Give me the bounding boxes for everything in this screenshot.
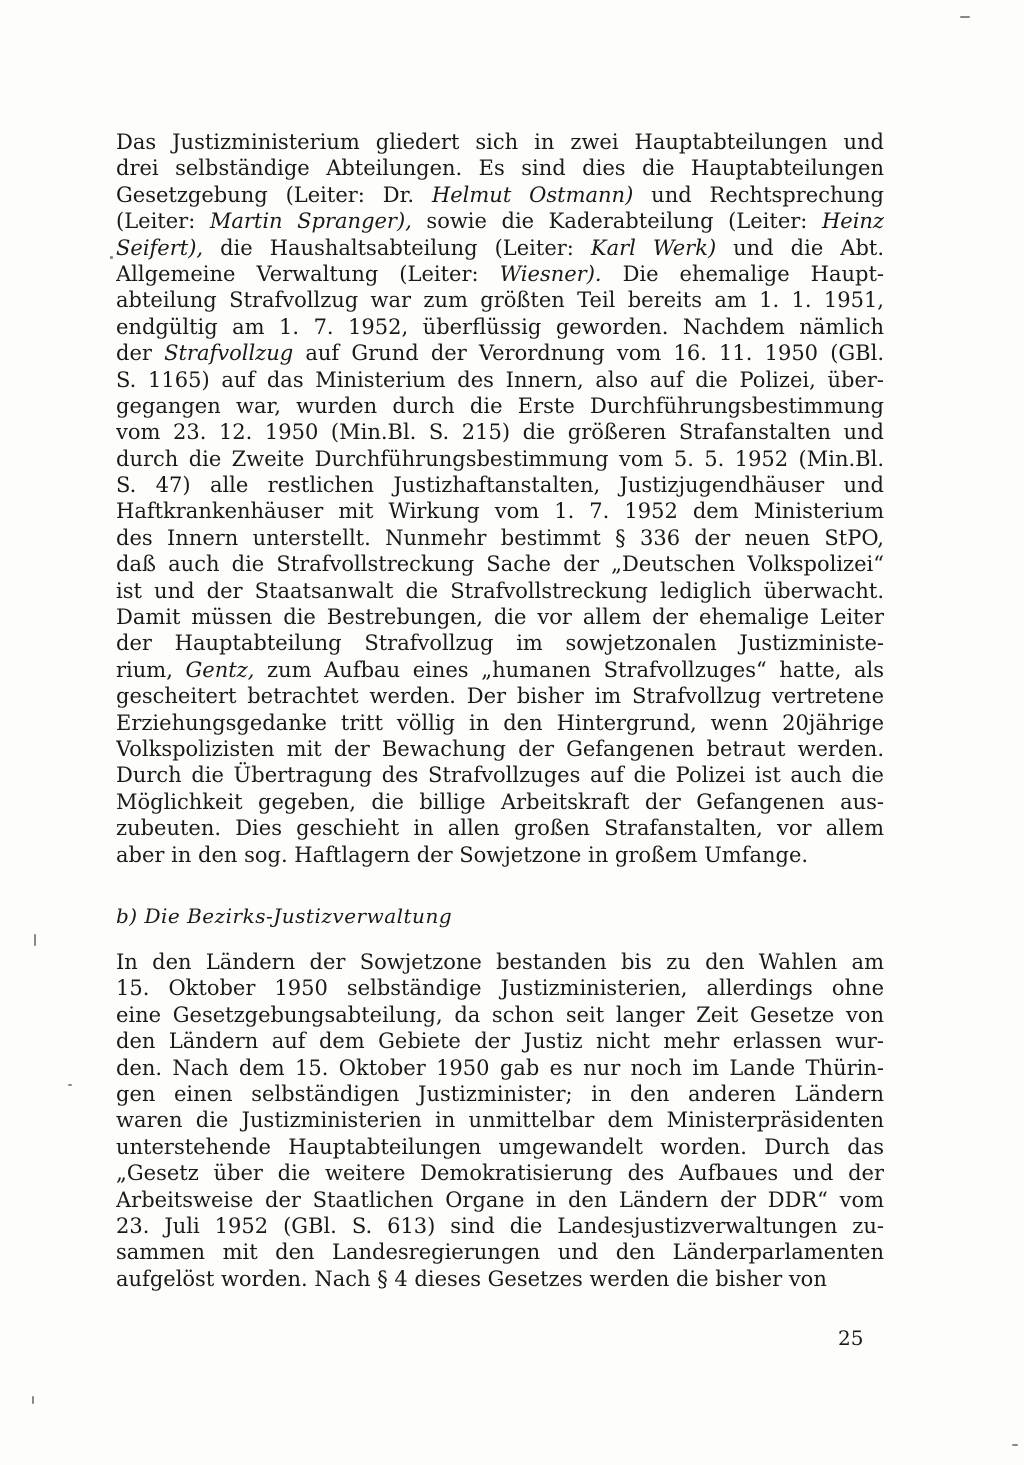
text-segment: Allgemeine Verwaltung (Leiter:: [116, 261, 500, 286]
text-segment: Haftkrankenhäuser mit Wirkung vom 1. 7. 1952 dem Ministerium: [116, 499, 884, 524]
text-line: [116, 129, 884, 155]
text-segment: daß auch die Strafvollstreckung Sache der „Deutschen Volkspolizei“: [116, 552, 884, 577]
text-line: [116, 393, 884, 419]
text-line: [116, 525, 884, 551]
italic-name: Karl Werk): [590, 235, 717, 260]
text-segment: S. 47) alle restlichen Justizhaftanstalten, Justizjugendhäuser und: [116, 473, 884, 498]
text-line: [116, 762, 884, 788]
text-segment: eine Gesetzgebungsabteilung, da schon seit langer Zeit Gesetze von: [116, 1002, 884, 1027]
scan-speck: [110, 256, 113, 259]
text-segment: Gesetzgebung (Leiter: Dr.: [116, 182, 432, 207]
text-line: [116, 472, 884, 498]
text-line: [116, 975, 884, 1001]
text-segment: Arbeitsweise der Staatlichen Organe in den Ländern der DDR“ vom: [116, 1187, 884, 1212]
text-segment: der Hauptabteilung Strafvollzug im sowjetzonalen Justizministe-: [116, 631, 884, 656]
text-line: [116, 949, 884, 975]
text-segment: Erziehungsgedanke tritt völlig in den Hintergrund, wenn 20jährige: [116, 710, 884, 735]
page-number: 25: [838, 1326, 864, 1350]
section-heading: b) Die Bezirks-Justizverwaltung: [116, 904, 453, 928]
scan-speck: [32, 1396, 34, 1404]
text-segment: Das Justizministerium gliedert sich in zwei Hauptabteilungen und: [116, 130, 884, 154]
italic-name: Strafvollzug: [164, 341, 294, 366]
text-segment: zum Aufbau eines „humanen Strafvollzuges“ hatte, als: [254, 657, 884, 682]
text-segment: unterstehende Hauptabteilungen umgewandelt worden. Durch das: [116, 1134, 884, 1159]
text-line: [116, 367, 884, 393]
text-segment: sowie die Kaderabteilung (Leiter:: [411, 209, 822, 234]
text-segment: Möglichkeit gegeben, die billige Arbeitskraft der Gefangenen aus-: [116, 789, 884, 814]
text-segment: und die Abt.: [716, 235, 884, 260]
text-line: [116, 419, 884, 445]
text-line: [116, 261, 884, 287]
text-segment: waren die Justizministerien in unmittelbar dem Ministerpräsidenten: [116, 1108, 884, 1133]
text-segment: den. Nach dem 15. Oktober 1950 gab es nur noch im Lande Thürin-: [116, 1055, 884, 1080]
text-line: [116, 235, 884, 261]
text-segment: „Gesetz über die weitere Demokratisierung des Aufbaues und der: [116, 1161, 884, 1186]
text-segment: (Leiter:: [116, 209, 210, 234]
text-line: [116, 340, 884, 366]
text-line: [116, 287, 884, 313]
text-line: [116, 446, 884, 472]
text-line: [116, 314, 884, 340]
text-line: [116, 710, 884, 736]
text-line: [116, 498, 884, 524]
text-segment: S. 1165) auf das Ministerium des Innern, also auf die Polizei, über-: [116, 367, 884, 392]
text-segment: ist und der Staatsanwalt die Strafvollstreckung lediglich überwacht.: [116, 578, 884, 603]
text-line: [116, 1081, 884, 1107]
text-segment: Durch die Übertragung des Strafvollzuges auf die Polizei ist auch die: [116, 763, 884, 788]
paragraph-bezirks-justizverwaltung: [116, 949, 884, 1292]
text-segment: gescheitert betrachtet werden. Der bisher im Strafvollzug vertretene: [116, 684, 884, 709]
text-segment: und Rechtsprechung: [633, 182, 884, 207]
text-line: [116, 815, 884, 841]
scan-speck: [34, 934, 36, 946]
text-line: [116, 1187, 884, 1213]
text-segment: der: [116, 341, 165, 366]
text-segment: gen einen selbständigen Justizminister; in den anderen Ländern: [116, 1081, 884, 1106]
scan-speck: [960, 16, 970, 18]
text-segment: die Haushaltsabteilung (Leiter:: [203, 235, 591, 260]
text-line: [116, 683, 884, 709]
text-segment: auf Grund der Verordnung vom 16. 11. 1950 (GBl.: [293, 341, 884, 366]
text-segment: gegangen war, wurden durch die Erste Durchführungsbestimmung: [116, 393, 884, 418]
italic-name: Seifert),: [116, 235, 204, 260]
text-segment: durch die Zweite Durchführungsbestimmung vom 5. 5. 1952 (Min.Bl.: [116, 446, 884, 471]
text-line: [116, 155, 884, 181]
text-segment: In den Ländern der Sowjetzone bestanden bis zu den Wahlen am: [116, 950, 884, 974]
italic-name: Martin Spranger),: [209, 209, 412, 234]
text-segment: drei selbständige Abteilungen. Es sind dies die Hauptabteilungen: [116, 156, 884, 181]
text-segment: vom 23. 12. 1950 (Min.Bl. S. 215) die größeren Strafanstalten und: [116, 420, 884, 445]
text-line: [116, 842, 884, 868]
text-segment: endgültig am 1. 7. 1952, überflüssig geworden. Nachdem nämlich: [116, 314, 884, 339]
text-line: [116, 1055, 884, 1081]
paragraph-justizministerium: [116, 129, 884, 868]
text-line: [116, 1160, 884, 1186]
text-line: [116, 1028, 884, 1054]
text-segment: 23. Juli 1952 (GBl. S. 613) sind die Landesjustizverwaltungen zu-: [116, 1213, 884, 1238]
text-segment: sammen mit den Landesregierungen und den Länderparlamenten: [116, 1240, 884, 1265]
text-line: [116, 789, 884, 815]
text-segment: Volkspolizisten mit der Bewachung der Gefangenen betraut werden.: [116, 736, 884, 761]
text-segment: aufgelöst worden. Nach § 4 dieses Gesetzes werden die bisher von: [116, 1266, 827, 1291]
scan-speck: [68, 1084, 72, 1086]
text-segment: den Ländern auf dem Gebiete der Justiz nicht mehr erlassen wur-: [116, 1029, 884, 1054]
text-line: [116, 1266, 884, 1292]
text-line: [116, 736, 884, 762]
text-line: [116, 604, 884, 630]
text-line: [116, 1213, 884, 1239]
text-line: [116, 182, 884, 208]
text-segment: des Innern unterstellt. Nunmehr bestimmt § 336 der neuen StPO,: [116, 525, 884, 550]
text-line: [116, 1239, 884, 1265]
text-segment: 15. Oktober 1950 selbständige Justizministerien, allerdings ohne: [116, 976, 884, 1001]
text-segment: abteilung Strafvollzug war zum größten Teil bereits am 1. 1. 1951,: [116, 288, 884, 313]
text-segment: zubeuten. Dies geschieht in allen großen Strafanstalten, vor allem: [116, 816, 884, 841]
italic-name: Helmut Ostmann): [431, 182, 634, 207]
text-line: [116, 657, 884, 683]
text-line: [116, 208, 884, 234]
text-line: [116, 630, 884, 656]
text-segment: Damit müssen die Bestrebungen, die vor allem der ehemalige Leiter: [116, 605, 884, 630]
italic-name: Gentz,: [185, 657, 255, 682]
text-segment: rium,: [116, 657, 186, 682]
text-line: [116, 1107, 884, 1133]
text-segment: Die ehemalige Haupt-: [601, 261, 884, 286]
text-line: [116, 1002, 884, 1028]
text-line: [116, 1134, 884, 1160]
italic-name: Wiesner).: [499, 261, 602, 286]
text-line: [116, 578, 884, 604]
italic-name: Heinz: [821, 209, 884, 234]
scan-speck: [1012, 1444, 1018, 1446]
text-line: [116, 551, 884, 577]
text-segment: aber in den sog. Haftlagern der Sowjetzone in großem Umfange.: [116, 842, 809, 867]
